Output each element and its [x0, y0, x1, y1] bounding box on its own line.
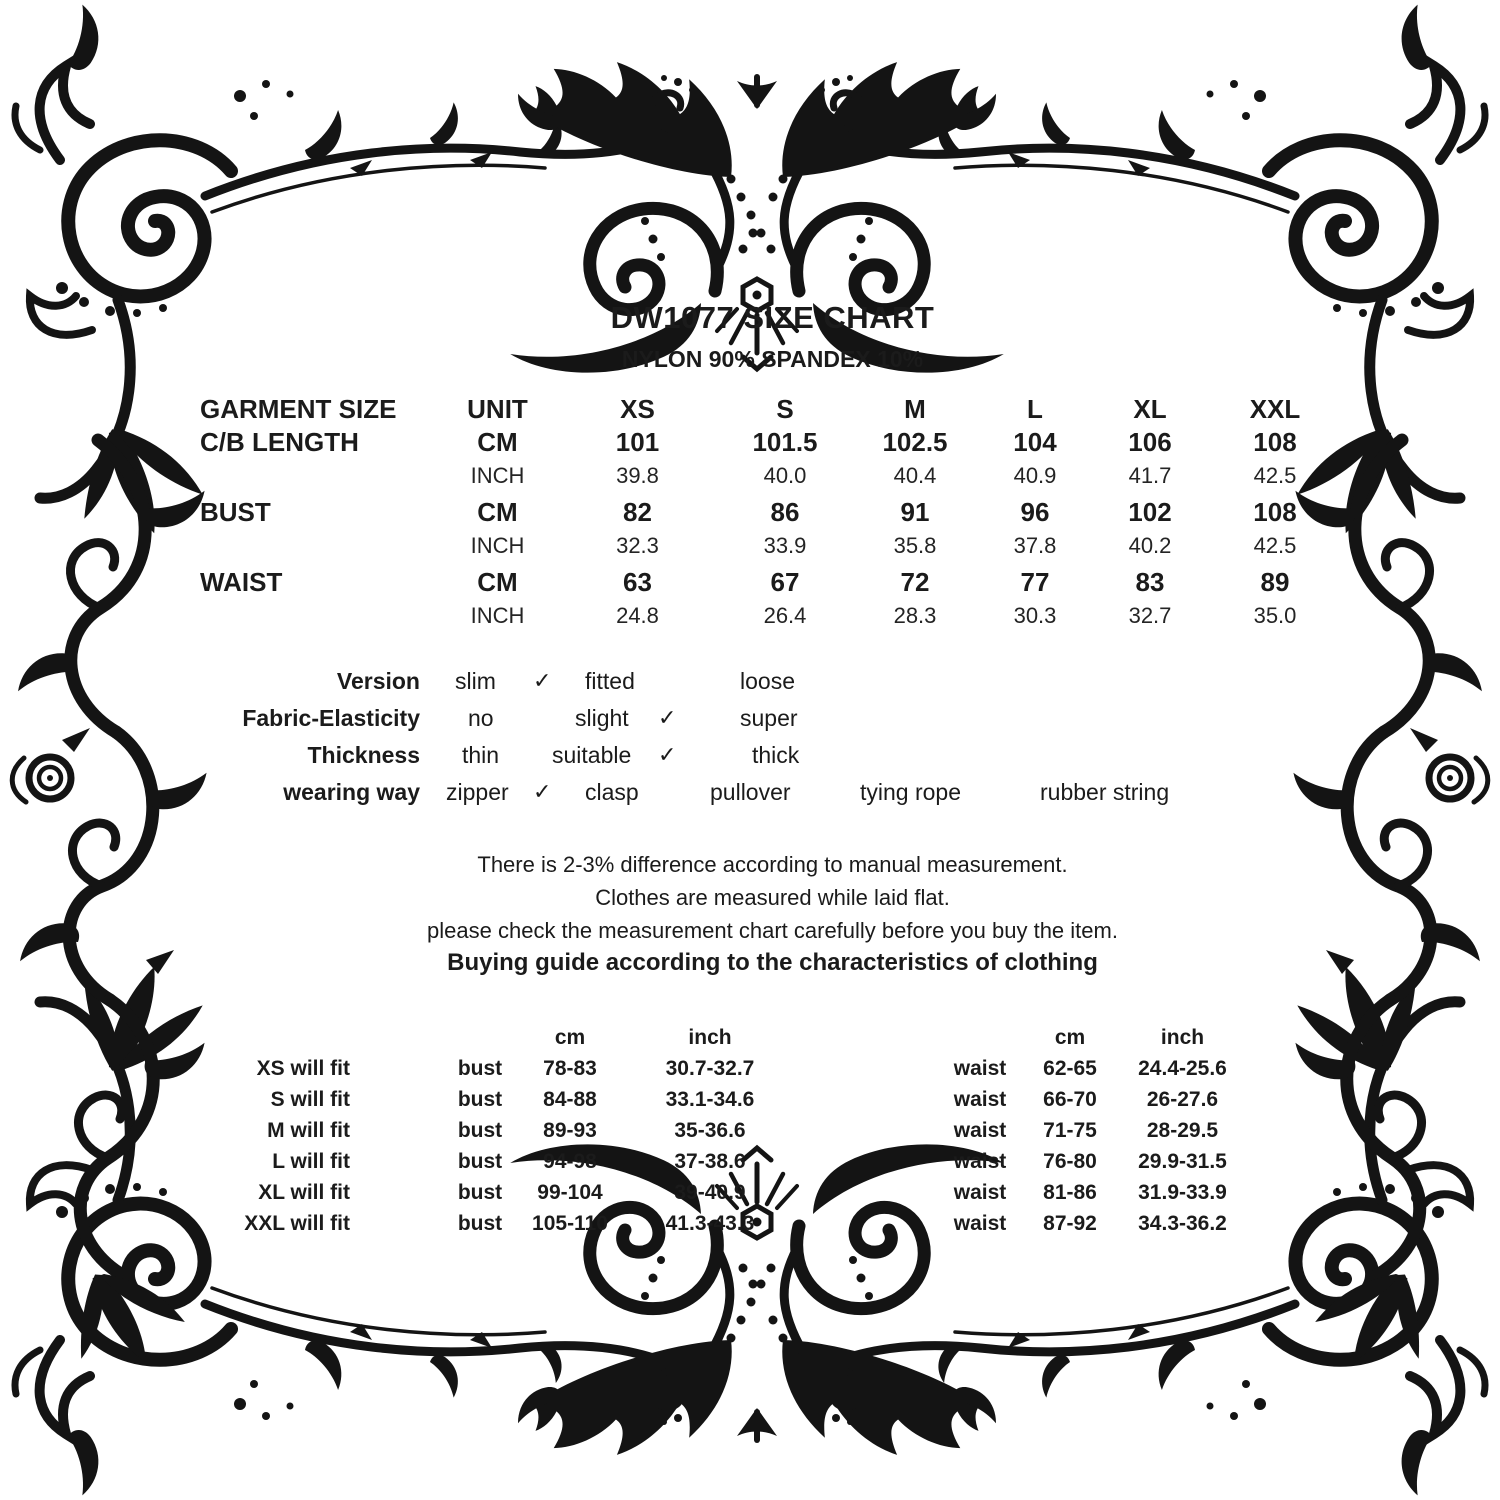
attribute-row-version [200, 668, 1345, 705]
column-header-inch: inch [1160, 1025, 1205, 1049]
table-row-waist-cm: WAIST CM 63 67 72 77 83 89 [200, 567, 1290, 597]
attribute-label: Fabric-Elasticity [242, 705, 420, 731]
measurement-notes [200, 848, 1345, 947]
attribute-option: fitted [585, 668, 635, 694]
note-line: Clothes are measured while laid flat. [595, 885, 950, 910]
attribute-row-fabric-elasticity [200, 705, 1345, 742]
buying-guide-row-l: L will fit bust 94-98 37-38.6 waist 76-80 29.9-31.5 [272, 1149, 1227, 1173]
table-row-bust-inch: INCH 32.3 33.9 35.8 37.8 40.2 42.5 [470, 532, 1297, 558]
attribute-option: tying rope [860, 779, 962, 805]
checkmark-icon: ✓ [658, 705, 677, 730]
buying-guide-row-s: S will fit bust 84-88 33.1-34.6 waist 66-70 26-27.6 [270, 1087, 1219, 1111]
note-line: There is 2-3% difference according to manual measurement. [477, 852, 1068, 877]
column-header-l: L [1027, 394, 1043, 424]
garment-attributes [200, 668, 1345, 816]
attribute-row-thickness [200, 742, 1345, 779]
attribute-option: suitable [552, 742, 632, 768]
attribute-option: slight [575, 705, 629, 731]
checkmark-icon: ✓ [533, 779, 552, 804]
checkmark-icon: ✓ [658, 742, 677, 767]
note-line: please check the measurement chart carefully before you buy the item. [427, 918, 1118, 943]
table-row-cb-length-cm: C/B LENGTH CM 101 101.5 102.5 104 106 108 [200, 427, 1297, 457]
attribute-row-wearing-way [200, 779, 1345, 816]
size-table-header [200, 393, 1345, 426]
attribute-label: wearing way [283, 779, 420, 805]
chart-content [200, 0, 1350, 1500]
checkmark-icon: ✓ [533, 668, 552, 693]
attribute-label: Version [336, 668, 420, 694]
attribute-option: rubber string [1040, 779, 1170, 805]
buying-guide-row-xxl: XXL will fit bust 105-110 41.3-43.3 waist 87-92 34.3-36.2 [244, 1211, 1227, 1235]
column-header-garment-size: GARMENT SIZE [200, 394, 397, 424]
column-header-inch: inch [688, 1025, 732, 1049]
attribute-option: zipper [446, 779, 509, 805]
attribute-option: no [468, 705, 494, 731]
column-header-unit: UNIT [467, 394, 528, 424]
table-row-cb-length-inch: INCH 39.8 40.0 40.4 40.9 41.7 42.5 [470, 462, 1297, 488]
column-header-s: S [776, 394, 794, 424]
column-header-xs: XS [620, 394, 655, 424]
column-header-cm: cm [554, 1025, 586, 1049]
buying-guide-header [200, 1022, 1345, 1053]
buying-guide-heading: Buying guide according to the characteristics of clothing [447, 949, 1098, 976]
attribute-option: thick [752, 742, 800, 768]
buying-guide-row-xl: XL will fit bust 99-104 39-40.9 waist 81-86 31.9-33.9 [258, 1180, 1227, 1204]
side-vine-left [12, 440, 211, 1390]
column-header-xxl: XXL [1249, 394, 1301, 424]
attribute-option: loose [740, 668, 795, 694]
attribute-label: Thickness [307, 742, 420, 768]
page-title: DW1077 SIZE CHART [610, 300, 935, 335]
column-header-cm: cm [1054, 1025, 1086, 1049]
attribute-option: super [740, 705, 798, 731]
table-row-waist-inch: INCH 24.8 26.4 28.3 30.3 32.7 35.0 [470, 602, 1297, 628]
attribute-option: thin [462, 742, 500, 768]
attribute-option: slim [455, 668, 496, 694]
buying-guide-row-xs: XS will fit bust 78-83 30.7-32.7 waist 62-65 24.4-25.6 [256, 1056, 1227, 1080]
fabric-composition: NYLON 90% SPANDEX 10% [621, 346, 924, 372]
buying-guide-row-m: M will fit bust 89-93 35-36.6 waist 71-75 28-29.5 [267, 1118, 1219, 1142]
table-row-bust-cm: BUST CM 82 86 91 96 102 108 [200, 497, 1297, 527]
column-header-xl: XL [1133, 394, 1167, 424]
attribute-option: clasp [585, 779, 639, 805]
size-table [200, 393, 1345, 632]
attribute-option: pullover [710, 779, 791, 805]
column-header-m: M [904, 394, 926, 424]
buying-guide-table [200, 1022, 1345, 1239]
